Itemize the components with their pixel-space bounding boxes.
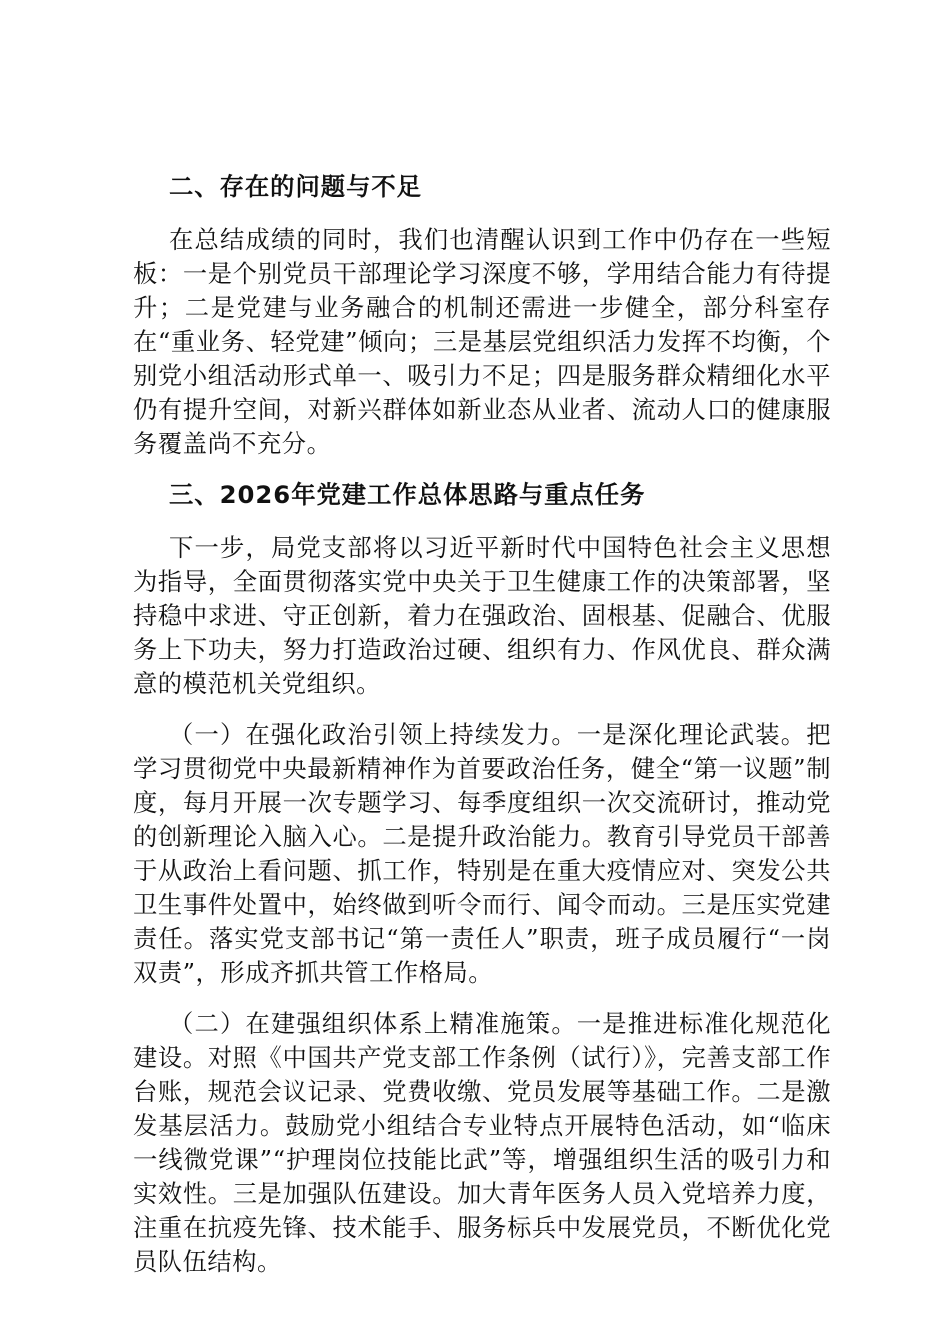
paragraph-plan-intro: 下一步，局党支部将以习近平新时代中国特色社会主义思想为指导，全面贯彻落实党中央关于卫生健康工作的决策部署，坚持稳中求进、守正创新，着力在强政治、固根基、促融合、优服务上下功夫，努力打造政治过硬、组织有力、作风优良、群众满意的模范机关党组织。: [133, 533, 831, 698]
document-page: [133, 165, 831, 1296]
section-heading-plan: 三、2026年党建工作总体思路与重点任务: [169, 480, 646, 509]
section-heading-problems: 二、存在的问题与不足: [169, 172, 422, 201]
paragraph-organization-system: （二）在建强组织体系上精准施策。一是推进标准化规范化建设。对照《中国共产党支部工作条例（试行）》，完善支部工作台账，规范会议记录、党费收缴、党员发展等基础工作。二是激发基层活力。鼓励党小组结合专业特点开展特色活动，如“临床一线微党课”“护理岗位技能比武”等，增强组织生活的吸引力和实效性。三是加强队伍建设。加大青年医务人员入党培养力度，注重在抗疫先锋、技术能手、服务标兵中发展党员，不断优化党员队伍结构。: [133, 1009, 831, 1276]
paragraph-political-leadership: （一）在强化政治引领上持续发力。一是深化理论武装。把学习贯彻党中央最新精神作为首要政治任务，健全“第一议题”制度，每月开展一次专题学习、每季度组织一次交流研讨，推动党的创新理论入脑入心。二是提升政治能力。教育引导党员干部善于从政治上看问题、抓工作，特别是在重大疫情应对、突发公共卫生事件处置中，始终做到听令而行、闻令而动。三是压实党建责任。落实党支部书记“第一责任人”职责，班子成员履行“一岗双责”，形成齐抓共管工作格局。: [133, 720, 831, 987]
paragraph-problems: 在总结成绩的同时，我们也清醒认识到工作中仍存在一些短板：一是个别党员干部理论学习深度不够，学用结合能力有待提升；二是党建与业务融合的机制还需进一步健全，部分科室存在“重业务、轻党建”倾向；三是基层党组织活力发挥不均衡，个别党小组活动形式单一、吸引力不足；四是服务群众精细化水平仍有提升空间，对新兴群体如新业态从业者、流动人口的健康服务覆盖尚不充分。: [133, 225, 831, 458]
